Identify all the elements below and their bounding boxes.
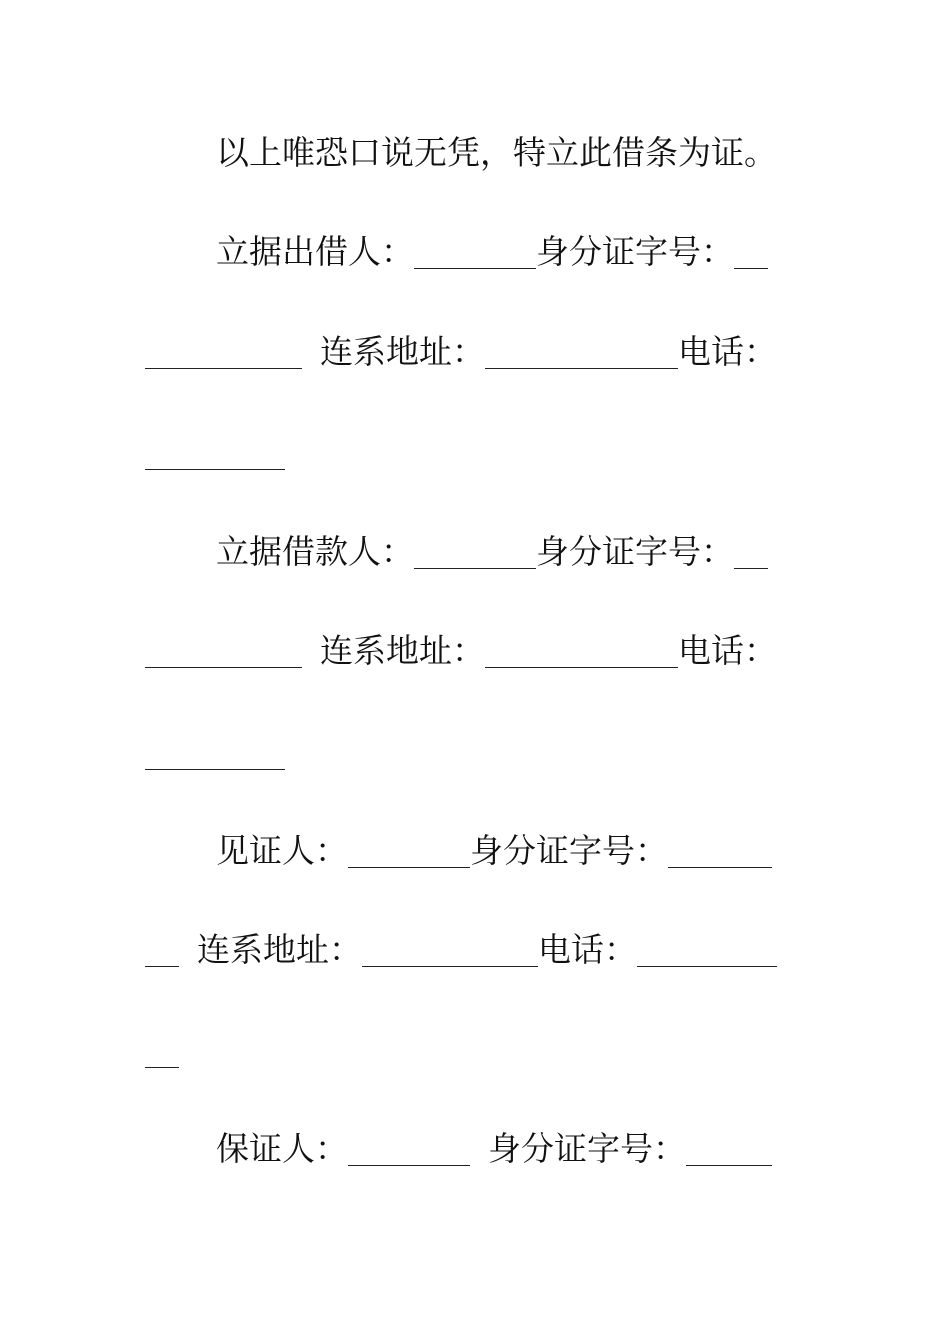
borrower-role-label: 立据借款人： <box>216 532 414 571</box>
lender-name-blank[interactable] <box>414 234 536 269</box>
lender-id-label: 身分证字号： <box>536 232 734 271</box>
witness-address-label: 连系地址： <box>197 930 362 969</box>
lender-phone-blank[interactable] <box>145 435 285 470</box>
lender-role-label: 立据出借人： <box>216 232 414 271</box>
closing-statement <box>145 128 795 178</box>
lender-id-blank-cont[interactable] <box>145 334 302 369</box>
guarantor-id-label: 身分证字号： <box>488 1129 686 1168</box>
witness-id-label: 身分证字号： <box>470 831 668 870</box>
witness-line-3 <box>145 1026 795 1076</box>
lender-address-blank[interactable] <box>485 334 678 369</box>
lender-id-blank[interactable] <box>734 234 768 269</box>
borrower-phone-blank[interactable] <box>145 735 285 770</box>
witness-phone-blank[interactable] <box>637 932 777 967</box>
witness-id-blank-cont[interactable] <box>145 932 179 967</box>
borrower-address-blank[interactable] <box>485 633 678 668</box>
witness-phone-label: 电话： <box>538 930 637 969</box>
guarantor-id-blank[interactable] <box>686 1131 772 1166</box>
borrower-id-blank-cont[interactable] <box>145 633 302 668</box>
witness-id-blank[interactable] <box>668 833 772 868</box>
witness-phone-blank-cont[interactable] <box>145 1033 179 1068</box>
lender-address-label: 连系地址： <box>320 332 485 371</box>
borrower-line-2 <box>145 626 795 676</box>
guarantor-name-blank[interactable] <box>348 1131 470 1166</box>
witness-role-label: 见证人： <box>216 831 348 870</box>
borrower-line-3 <box>145 728 795 778</box>
lender-phone-label: 电话： <box>678 332 777 371</box>
lender-line-2 <box>145 327 795 377</box>
witness-address-blank[interactable] <box>362 932 538 967</box>
witness-name-blank[interactable] <box>348 833 470 868</box>
guarantor-line-1 <box>145 1124 795 1174</box>
borrower-line-1 <box>145 527 795 577</box>
borrower-id-label: 身分证字号： <box>536 532 734 571</box>
closing-statement-text: 以上唯恐口说无凭，特立此借条为证。 <box>216 133 777 172</box>
witness-line-2 <box>145 925 795 975</box>
lender-line-3 <box>145 428 795 478</box>
borrower-address-label: 连系地址： <box>320 631 485 670</box>
borrower-id-blank[interactable] <box>734 534 768 569</box>
lender-line-1 <box>145 227 795 277</box>
borrower-phone-label: 电话： <box>678 631 777 670</box>
witness-line-1 <box>145 826 795 876</box>
borrower-name-blank[interactable] <box>414 534 536 569</box>
guarantor-role-label: 保证人： <box>216 1129 348 1168</box>
